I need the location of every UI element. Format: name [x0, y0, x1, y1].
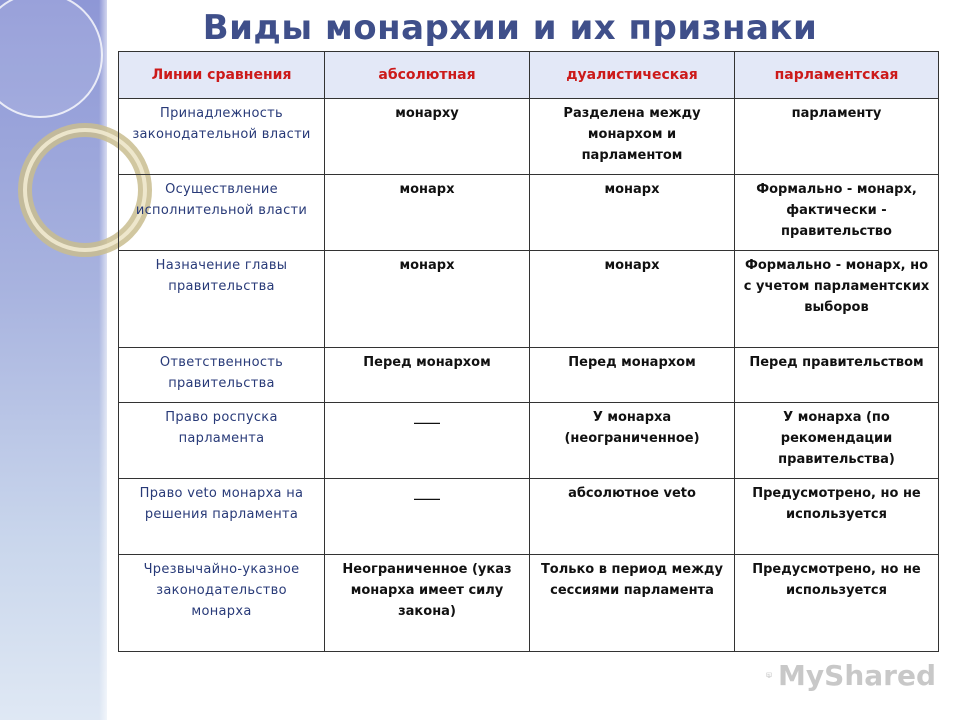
- comparison-table: [118, 51, 939, 652]
- table-cell: монарх: [530, 251, 735, 348]
- table-row: [119, 175, 939, 251]
- table-cell: Разделена между монархом и парламентом: [530, 99, 735, 175]
- table-row: [119, 479, 939, 555]
- table-cell: монарх: [530, 175, 735, 251]
- table-cell: Предусмотрено, но не используется: [735, 479, 939, 555]
- column-header: дуалистическая: [530, 52, 735, 99]
- table-cell: парламенту: [735, 99, 939, 175]
- row-label: Право роспуска парламента: [119, 403, 325, 479]
- row-label: Осуществление исполнительной власти: [119, 175, 325, 251]
- table-cell: Только в период между сессиями парламента: [530, 555, 735, 652]
- table-header-row: [119, 52, 939, 99]
- table-cell: монарх: [325, 175, 530, 251]
- watermark-text: MyShared: [778, 658, 936, 692]
- table-row: [119, 348, 939, 403]
- table-cell: У монарха (неограниченное): [530, 403, 735, 479]
- table-row: [119, 403, 939, 479]
- column-header: абсолютная: [325, 52, 530, 99]
- table-cell: Неограниченное (указ монарха имеет силу закона): [325, 555, 530, 652]
- table-row: [119, 251, 939, 348]
- watermark-logo: [766, 655, 936, 695]
- table-cell: Формально - монарх, фактически - правительство: [735, 175, 939, 251]
- table-cell: абсолютное veto: [530, 479, 735, 555]
- column-header: парламентская: [735, 52, 939, 99]
- table-cell: Перед монархом: [325, 348, 530, 403]
- row-label: Право veto монарха на решения парламента: [119, 479, 325, 555]
- table-cell: Перед монархом: [530, 348, 735, 403]
- row-label: Назначение главы правительства: [119, 251, 325, 348]
- row-label: Чрезвычайно-указное законодательство монарха: [119, 555, 325, 652]
- table-cell: Формально - монарх, но с учетом парламентских выборов: [735, 251, 939, 348]
- presentation-icon: [766, 658, 772, 692]
- table-cell: ____: [325, 403, 530, 479]
- table-cell: монарх: [325, 251, 530, 348]
- column-header: Линии сравнения: [119, 52, 325, 99]
- row-label: Принадлежность законодательной власти: [119, 99, 325, 175]
- table-cell: Перед правительством: [735, 348, 939, 403]
- large-ring: [0, 0, 102, 117]
- row-label: Ответственность правительства: [119, 348, 325, 403]
- table-row: [119, 555, 939, 652]
- table-cell: монарху: [325, 99, 530, 175]
- table-cell: У монарха (по рекомендации правительства): [735, 403, 939, 479]
- table-cell: ____: [325, 479, 530, 555]
- table-row: [119, 99, 939, 175]
- page-title: Виды монархии и их признаки: [202, 8, 818, 48]
- table-cell: Предусмотрено, но не используется: [735, 555, 939, 652]
